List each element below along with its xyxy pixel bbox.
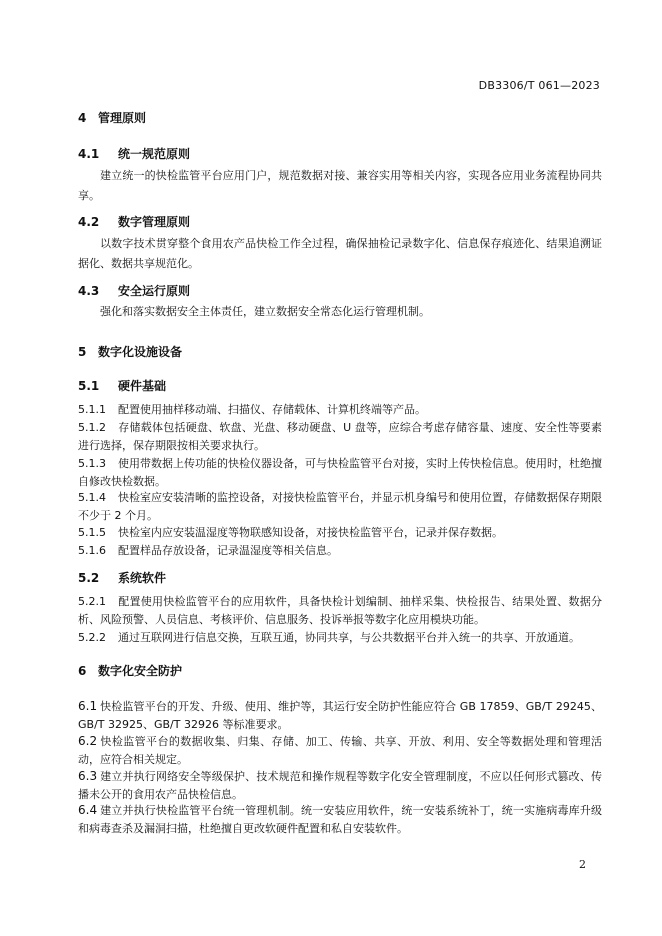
clause-number: 6.1 xyxy=(78,699,98,713)
clause-5-1-4 xyxy=(78,489,602,525)
section-title: 系统软件 xyxy=(118,571,167,585)
section-title: 数字化设施设备 xyxy=(98,345,183,359)
clause-5-1-3 xyxy=(78,455,602,491)
section-title: 数字管理原则 xyxy=(118,215,191,229)
clause-5-1-1 xyxy=(78,401,602,419)
clause-text: 建立并执行网络安全等级保护、技术规范和操作规程等数字化安全管理制度，不应以任何形式篡改、传播未公开的食用农产品快检信息。 xyxy=(78,770,602,801)
clause-text: 通过互联网进行信息交换，互联互通，协同共享，与公共数据平台并入统一的共享、开放通道。 xyxy=(118,631,580,644)
section-4-1-heading xyxy=(78,145,190,162)
section-title: 统一规范原则 xyxy=(118,147,191,161)
clause-5-2-1 xyxy=(78,593,602,629)
clause-number: 5.1.4 xyxy=(78,491,106,504)
clause-text: 快检监管平台的开发、升级、使用、维护等，其运行安全防护性能应符合 GB 17859、GB/T 29245、GB/T 32925、GB/T 32926 等标准要求。 xyxy=(78,700,602,731)
section-number: 5.2 xyxy=(78,571,100,585)
section-number: 4.2 xyxy=(78,215,100,229)
clause-number: 5.1.3 xyxy=(78,457,106,470)
clause-text: 配置样品存放设备，记录温湿度等相关信息。 xyxy=(118,544,338,557)
clause-5-1-2 xyxy=(78,419,602,455)
clause-5-2-2 xyxy=(78,629,602,647)
section-number: 5.1 xyxy=(78,379,100,393)
clause-text: 快检室内应安装温湿度等物联感知设备，对接快检监管平台，记录并保存数据。 xyxy=(118,526,503,539)
clause-5-1-5 xyxy=(78,524,602,542)
clause-6-4 xyxy=(78,801,602,838)
section-number: 4.3 xyxy=(78,284,100,298)
clause-6-3 xyxy=(78,767,602,804)
clause-text: 存储载体包括硬盘、软盘、光盘、移动硬盘、U 盘等，应综合考虑存储容量、速度、安全性等要素进行选择，保存期限按相关要求执行。 xyxy=(78,421,602,452)
section-4-3-heading xyxy=(78,282,190,299)
clause-text: 配置使用快检监管平台的应用软件，具备快检计划编制、抽样采集、快检报告、结果处置、数据分析、风险预警、人员信息、考核评价、信息服务、投诉举报等数字化应用模块功能。 xyxy=(78,595,602,626)
section-5-1-heading xyxy=(78,377,166,394)
clause-6-2 xyxy=(78,732,602,769)
section-4-2-heading xyxy=(78,213,190,230)
section-number: 4.1 xyxy=(78,147,100,161)
section-title: 管理原则 xyxy=(98,111,147,125)
clause-number: 5.1.6 xyxy=(78,544,106,557)
section-number: 4 xyxy=(78,111,87,125)
section-5-heading xyxy=(78,343,182,360)
section-title: 安全运行原则 xyxy=(118,284,191,298)
section-number: 6 xyxy=(78,664,87,678)
clause-number: 6.4 xyxy=(78,803,98,817)
document-code: DB3306/T 061—2023 xyxy=(478,79,600,92)
clause-text: 快检室应安装清晰的监控设备，对接快检监管平台，并显示机身编号和使用位置，存储数据保存期限不少于 2 个月。 xyxy=(78,491,602,522)
section-4-heading xyxy=(78,109,146,126)
clause-number: 6.3 xyxy=(78,769,98,783)
section-5-2-heading xyxy=(78,569,166,586)
clause-number: 5.1.5 xyxy=(78,526,106,539)
clause-text: 使用带数据上传功能的快检仪器设备，可与快检监管平台对接，实时上传快检信息。使用时，杜绝擅自修改快检数据。 xyxy=(78,457,602,488)
section-title: 数字化安全防护 xyxy=(98,664,183,678)
section-4-2-paragraph: 以数字技术贯穿整个食用农产品快检工作全过程，确保抽检记录数字化、信息保存痕迹化、结果追溯证据化、数据共享规范化。 xyxy=(78,237,602,270)
page-number: 2 xyxy=(579,858,586,871)
clause-text: 快检监管平台的数据收集、归集、存储、加工、传输、共享、开放、利用、安全等数据处理和管理活动，应符合相关规定。 xyxy=(78,735,602,766)
section-title: 硬件基础 xyxy=(118,379,167,393)
clause-number: 6.2 xyxy=(78,734,98,748)
section-4-3-paragraph: 强化和落实数据安全主体责任，建立数据安全常态化运行管理机制。 xyxy=(100,305,430,318)
clause-text: 建立并执行快检监管平台统一管理机制。统一安装应用软件，统一安装系统补丁，统一实施病毒库升级和病毒查杀及漏洞扫描，杜绝擅自更改软硬件配置和私自安装软件。 xyxy=(78,804,602,835)
clause-6-1 xyxy=(78,697,602,734)
section-4-1-paragraph: 建立统一的快检监管平台应用门户，规范数据对接、兼容实用等相关内容，实现各应用业务流程协同共享。 xyxy=(78,169,602,202)
clause-number: 5.2.2 xyxy=(78,631,106,644)
clause-text: 配置使用抽样移动端、扫描仪、存储载体、计算机终端等产品。 xyxy=(118,403,426,416)
clause-number: 5.1.2 xyxy=(78,421,106,434)
section-number: 5 xyxy=(78,345,87,359)
clause-number: 5.1.1 xyxy=(78,403,106,416)
section-6-heading xyxy=(78,662,182,679)
clause-5-1-6 xyxy=(78,542,602,560)
clause-number: 5.2.1 xyxy=(78,595,106,608)
